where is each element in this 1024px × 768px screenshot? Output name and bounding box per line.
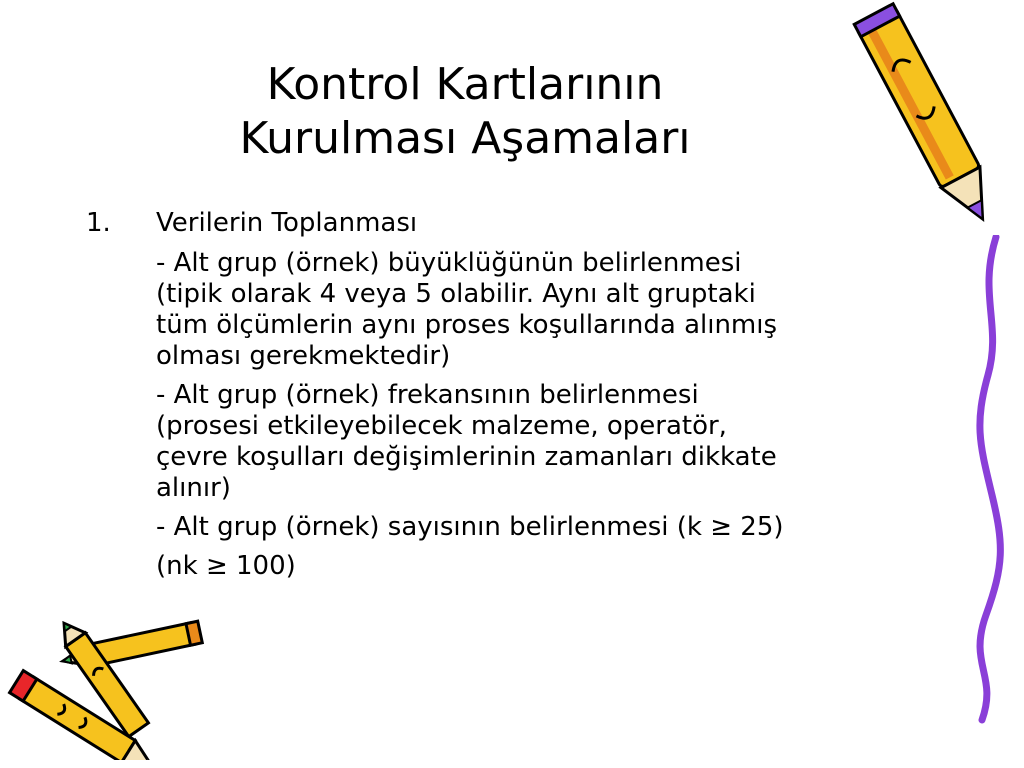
text-line: (prosesi etkileyebilecek malzeme, operatör,	[156, 411, 727, 441]
text-line: çevre koşulları değişimlerinin zamanları dikkate	[156, 442, 777, 472]
list-number: 1.	[86, 208, 111, 238]
text-line: olması gerekmektedir)	[156, 341, 451, 371]
paragraph-subgroup-size	[156, 248, 926, 372]
text-line: (tipik olarak 4 veya 5 olabilir. Aynı alt gruptaki	[156, 279, 756, 309]
text-line: - Alt grup (örnek) frekansının belirlenmesi	[156, 380, 699, 410]
title-line-2: Kurulması Aşamaları	[239, 113, 691, 164]
text-line: - Alt grup (örnek) büyüklüğünün belirlenmesi	[156, 248, 742, 278]
list-heading: Verilerin Toplanması	[156, 208, 418, 238]
text-line: - Alt grup (örnek) sayısının belirlenmesi (k ≥ 25)	[156, 512, 784, 542]
pencils-icon	[0, 610, 210, 760]
title-line-1: Kontrol Kartlarının	[266, 59, 664, 110]
numbered-list	[86, 208, 926, 590]
list-item	[86, 208, 926, 239]
paragraph-subgroup-frequency	[156, 380, 926, 504]
paragraph-subgroup-count	[156, 512, 926, 543]
text-line: alınır)	[156, 473, 231, 503]
page-title	[150, 58, 780, 166]
paragraph-nk	[156, 551, 926, 582]
text-line: (nk ≥ 100)	[156, 551, 296, 581]
text-line: tüm ölçümlerin aynı proses koşullarında alınmış	[156, 310, 778, 340]
squiggle-line-icon	[968, 235, 1018, 725]
